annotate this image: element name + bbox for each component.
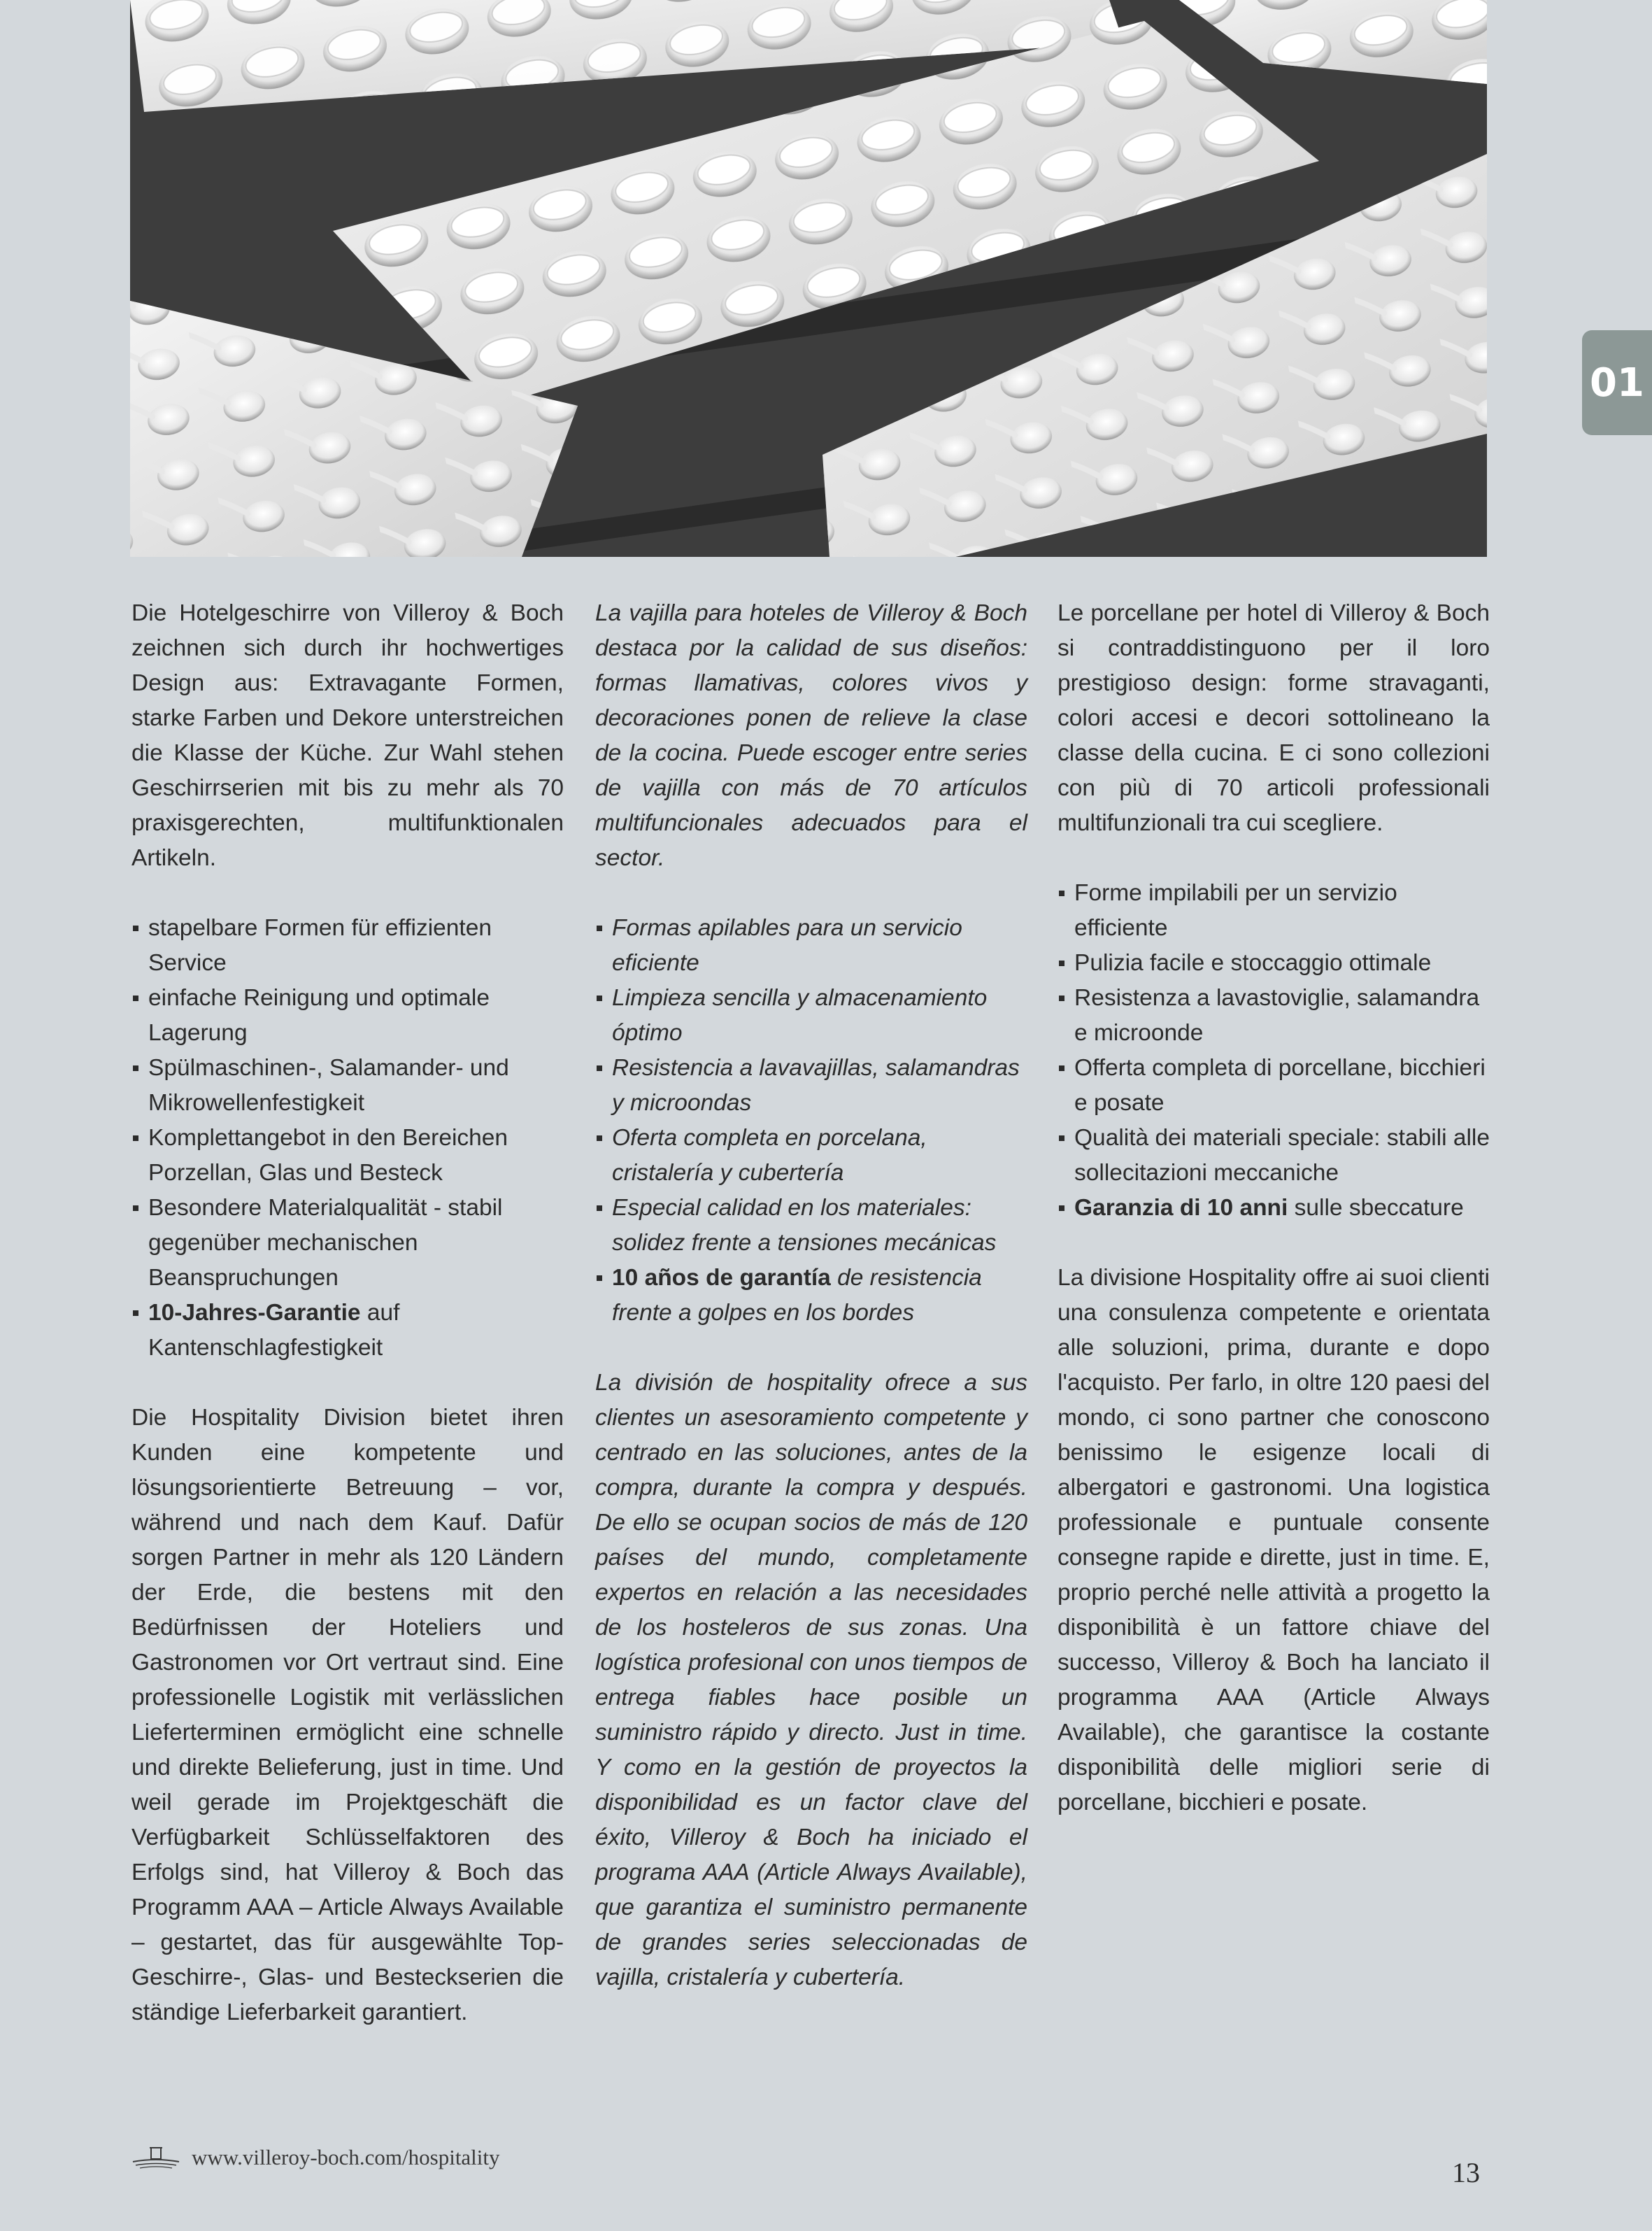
list-item: Limpieza sencilla y almacenamiento óptimo — [595, 981, 1027, 1051]
feature-list-es — [595, 911, 1027, 1331]
chapter-tab: 01 — [1582, 330, 1652, 435]
hero-photo — [130, 0, 1487, 557]
list-item: Besondere Materialqualität - stabil gegenüber mechanischen Beanspruchungen — [131, 1191, 564, 1296]
intro-paragraph-es: La vajilla para hoteles de Villeroy & Boch destaca por la calidad de sus diseños: formas llamativas, colores vivos y decoraciones ponen de relieve la clase de la cocina. Puede escoger entre series de vajilla con más de 70 artículos multifuncionales adecuados para el sector. — [595, 600, 1027, 871]
list-item: Komplettangebot in den Bereichen Porzellan, Glas und Besteck — [131, 1121, 564, 1191]
guarantee-text-es: de resistencia frente a golpes en los bordes — [612, 1265, 982, 1326]
intro-paragraph-de: Die Hotelgeschirre von Villeroy & Boch zeichnen sich durch ihr hochwertiges Design aus: Extravagante Formen, starke Farben und Dekore unterstreichen die Klasse der Küche. Zur Wahl stehen Geschirrserien mit bis zu mehr als 70 praxisgerechten, multifunktionalen Artikeln. — [131, 600, 564, 871]
column-german — [131, 596, 564, 2030]
feature-list-it — [1058, 876, 1490, 1226]
intro-paragraph-it: Le porcellane per hotel di Villeroy & Boch si contraddistinguono per il loro prestigioso design: forme stravaganti, colori accesi e decori sottolineano la classe della cucina. E ci sono collezioni con più di 70 articoli professionali multifunzionali tra cui scegliere. — [1058, 600, 1490, 836]
feature-list-de — [131, 911, 564, 1366]
villeroy-boch-logo-icon — [130, 2145, 182, 2170]
list-item: Forme impilabili per un servizio efficiente — [1058, 876, 1490, 946]
list-item: Formas apilables para un servicio eficiente — [595, 911, 1027, 981]
guarantee-text-de: auf Kantenschlagfestigkeit — [148, 1300, 400, 1361]
footer-website — [130, 2145, 500, 2170]
list-item: einfache Reinigung und optimale Lagerung — [131, 981, 564, 1051]
guarantee-bold-es: 10 años de garantía — [612, 1265, 831, 1291]
list-item: Especial calidad en los materiales: solidez frente a tensiones mecánicas — [595, 1191, 1027, 1261]
list-item-guarantee — [595, 1261, 1027, 1331]
guarantee-bold-de: 10-Jahres-Garantie — [148, 1300, 361, 1326]
page-number: 13 — [1452, 2157, 1480, 2188]
list-item: Spülmaschinen-, Salamander- und Mikrowellenfestigkeit — [131, 1051, 564, 1121]
footer-url-link[interactable]: www.villeroy-boch.com/hospitality — [192, 2145, 500, 2169]
outro-paragraph-de: Die Hospitality Division bietet ihren Kunden eine kompetente und lösungsorientierte Betreuung – vor, während und nach dem Kauf. Dafür sorgen Partner in mehr als 120 Ländern der Erde, die bestens mit den Bedürfnissen der Hoteliers und Gastronomen vor Ort vertraut sind. Eine professionelle Logistik mit verlässlichen Lieferterminen ermöglicht eine schnelle und direkte Belieferung, just in time. Und weil gerade im Projektgeschäft die Verfügbarkeit Schlüsselfaktoren des Erfolgs sind, hat Villeroy & Boch das Programm AAA – Article Always Available – gestartet, das für ausgewählte Top-Geschirre-, Glas- und Besteckserien die ständige Lieferbarkeit garantiert. — [131, 1405, 564, 2025]
column-italian — [1058, 596, 1490, 1820]
outro-paragraph-es: La división de hospitality ofrece a sus clientes un asesoramiento competente y centrado en las soluciones, antes de la compra, durante la compra y después. De ello se ocupan socios de más de 120 países del mundo, completamente expertos en relación a las necesidades de los hosteleros de sus zonas. Una logística profesional con unos tiempos de entrega fiables hace posible un suministro rápido y directo. Just in time. Y como en la gestión de proyectos la disponibilidad es un factor clave del éxito, Villeroy & Boch ha iniciado el programa AAA (Article Always Available), que garantiza el suministro permanente de grandes series seleccionadas de vajilla, cristalería y cubertería. — [595, 1370, 1027, 1990]
guarantee-text-it: sulle sbeccature — [1288, 1195, 1464, 1221]
list-item: Pulizia facile e stoccaggio ottimale — [1058, 946, 1490, 981]
list-item-guarantee — [131, 1296, 564, 1366]
list-item: stapelbare Formen für effizienten Service — [131, 911, 564, 981]
list-item-guarantee — [1058, 1191, 1490, 1226]
list-item: Offerta completa di porcellane, bicchieri e posate — [1058, 1051, 1490, 1121]
list-item: Resistencia a lavavajillas, salamandras y microondas — [595, 1051, 1027, 1121]
column-spanish — [595, 596, 1027, 1995]
list-item: Oferta completa en porcelana, cristalería y cubertería — [595, 1121, 1027, 1191]
outro-paragraph-it: La divisione Hospitality offre ai suoi clienti una consulenza competente e orientata alle soluzioni, prima, durante e dopo l'acquisto. Per farlo, in oltre 120 paesi del mondo, ci sono partner che conoscono benissimo le esigenze locali di albergatori e gastronomi. Una logistica professionale e puntuale consente consegne rapide e dirette, just in time. E, proprio perché nelle attività a progetto la disponibilità è un fattore chiave del successo, Villeroy & Boch ha lanciato il programma AAA (Article Always Available), che garantisce la costante disponibilità delle migliori serie di porcellane, bicchieri e posate. — [1058, 1265, 1490, 1815]
guarantee-bold-it: Garanzia di 10 anni — [1074, 1195, 1288, 1221]
list-item: Qualità dei materiali speciale: stabili alle sollecitazioni meccaniche — [1058, 1121, 1490, 1191]
porcelain-trays-illustration — [130, 0, 1487, 557]
list-item: Resistenza a lavastoviglie, salamandra e microonde — [1058, 981, 1490, 1051]
